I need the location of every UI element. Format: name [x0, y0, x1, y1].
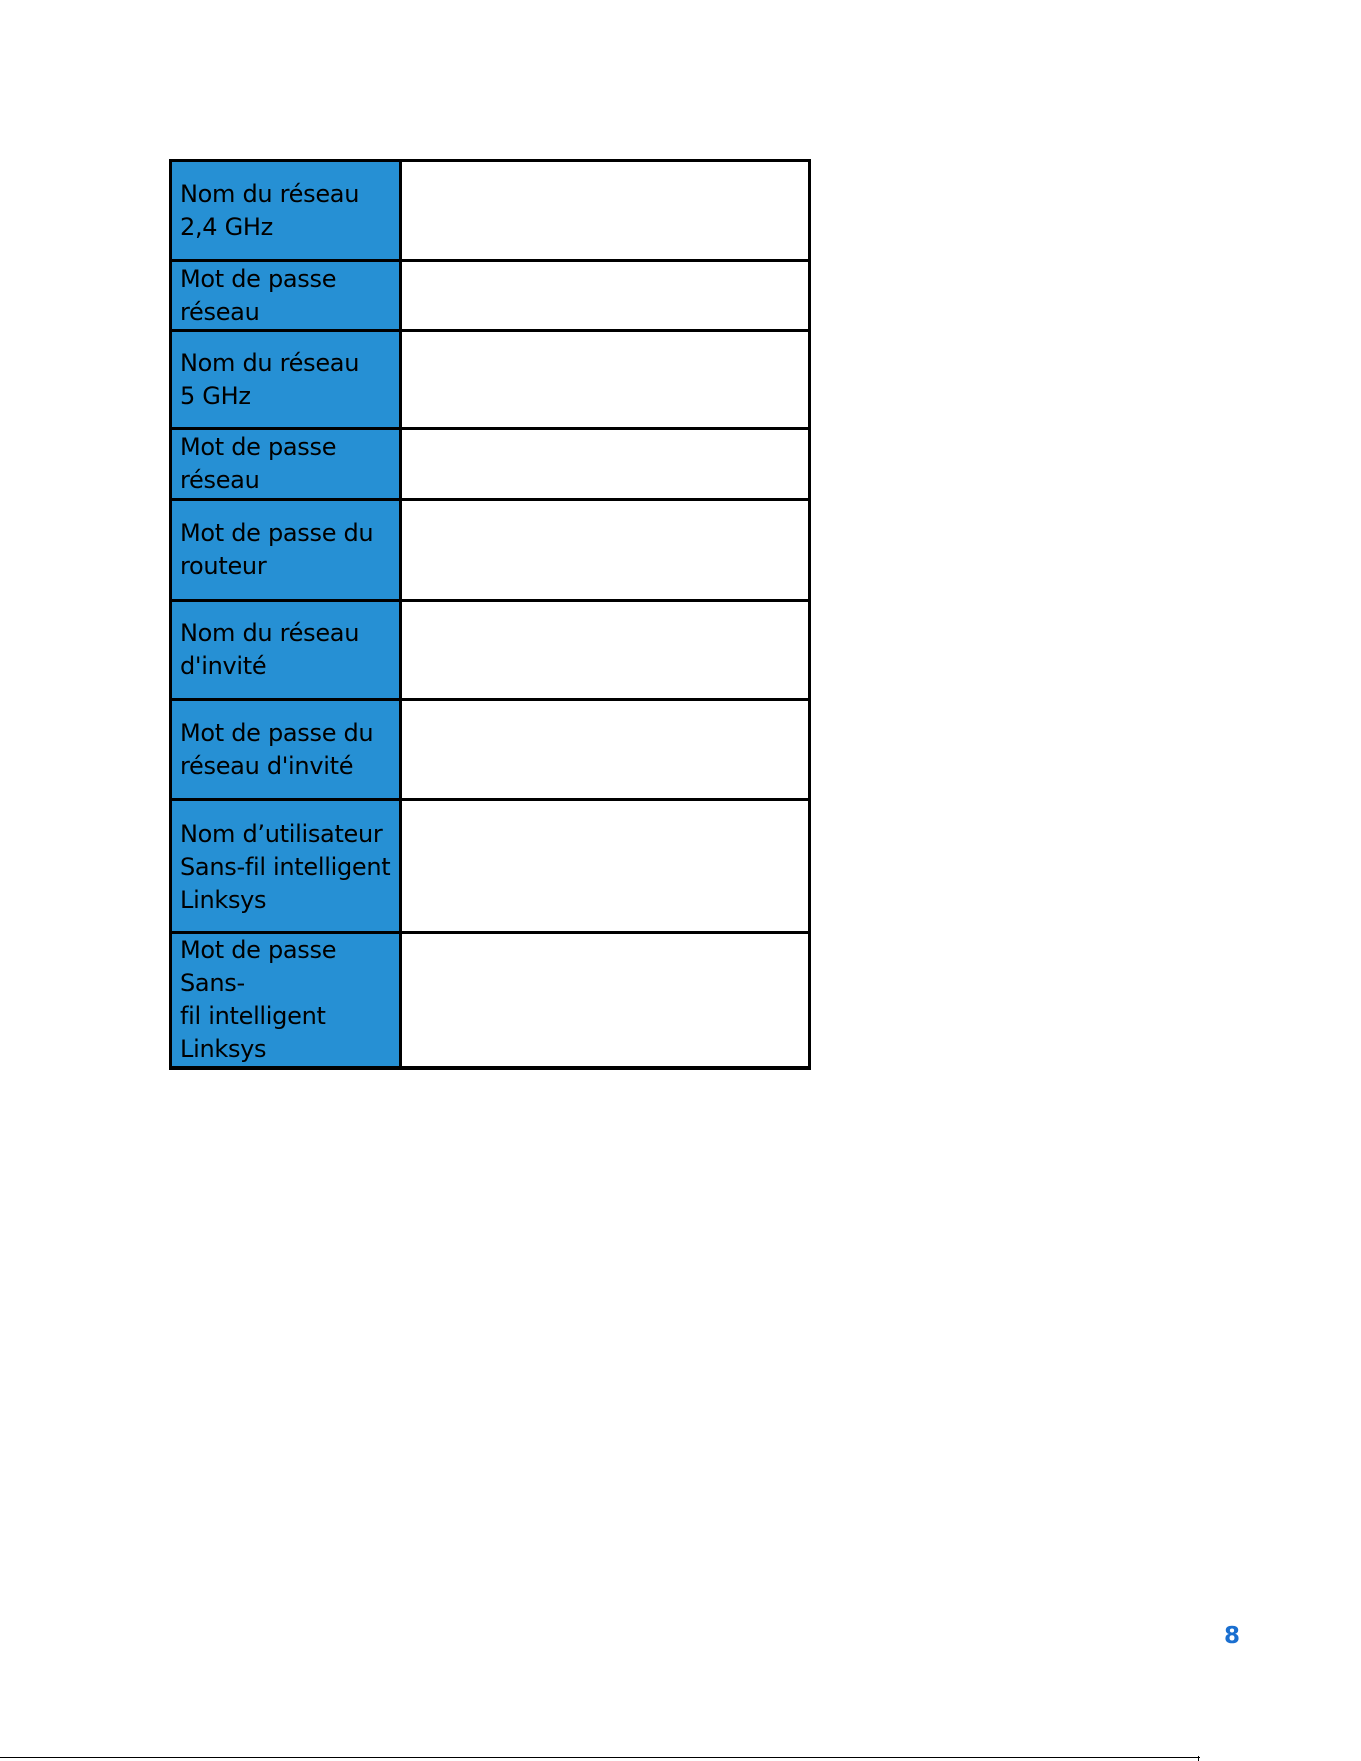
row-label: Mot de passe du routeur [171, 500, 401, 601]
row-value-field[interactable] [401, 261, 810, 331]
table-row [171, 261, 810, 331]
table-row [171, 500, 810, 601]
row-value-field[interactable] [401, 700, 810, 800]
table-row [171, 800, 810, 933]
footer-divider-tick [1198, 1756, 1199, 1761]
row-label: Mot de passe réseau [171, 429, 401, 500]
row-label: Nom du réseau d'invité [171, 601, 401, 700]
page-number: 8 [1224, 1623, 1241, 1649]
footer-divider [0, 1757, 1200, 1758]
row-value-field[interactable] [401, 161, 810, 261]
table-row [171, 331, 810, 429]
row-label: Nom d’utilisateur Sans-fil intelligent Linksys [171, 800, 401, 933]
row-label: Mot de passe réseau [171, 261, 401, 331]
row-label: Mot de passe du réseau d'invité [171, 700, 401, 800]
row-value-field[interactable] [401, 331, 810, 429]
row-value-field[interactable] [401, 800, 810, 933]
row-value-field[interactable] [401, 500, 810, 601]
row-label: Nom du réseau 5 GHz [171, 331, 401, 429]
table-row [171, 933, 810, 1069]
table-row [171, 601, 810, 700]
row-value-field[interactable] [401, 933, 810, 1069]
network-info-table [169, 159, 811, 1070]
table-row [171, 161, 810, 261]
row-value-field[interactable] [401, 429, 810, 500]
row-label: Nom du réseau 2,4 GHz [171, 161, 401, 261]
table-row [171, 700, 810, 800]
row-label: Mot de passe Sans- fil intelligent Linksys [171, 933, 401, 1069]
row-value-field[interactable] [401, 601, 810, 700]
table-row [171, 429, 810, 500]
